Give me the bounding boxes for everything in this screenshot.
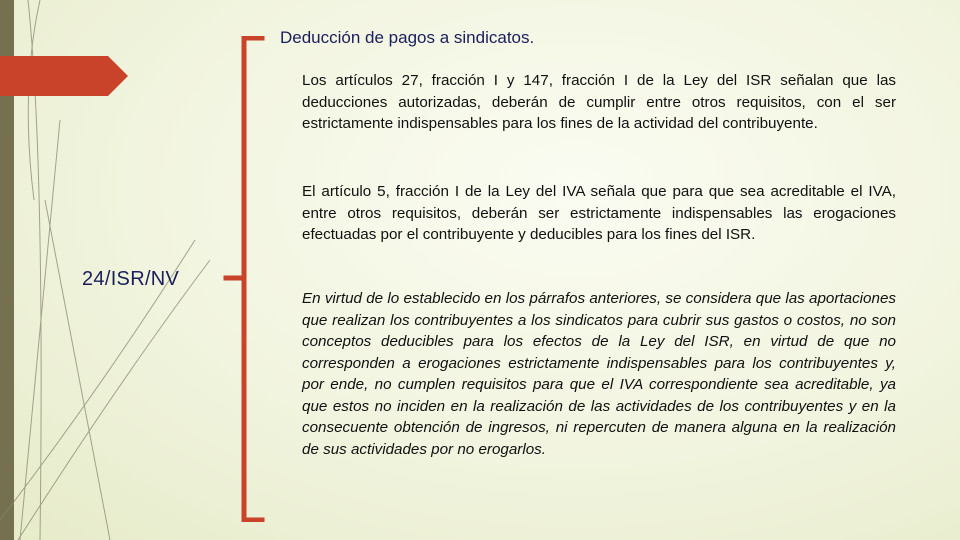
red-arrow-tab <box>0 56 130 96</box>
reference-code: 24/ISR/NV <box>82 268 180 290</box>
paragraph-conclusion: En virtud de lo establecido en los párrafos anteriores, se considera que las aportaciones que realizan los contribuyentes a los sindicatos para cubrir sus gastos o costos, no son conceptos deducibles para los efectos de la Ley del ISR, en virtud de que no corresponden a erogaciones estrictamente indispensables para los contribuyentes y, por ende, no cumplen requisitos para que el IVA correspondiente sea acreditable, ya que estos no inciden en la realización de las actividades de los contribuyentes y en la consecuente obtención de ingresos, ni repercuten de manera alguna en la realización de sus actividades por no erogarlos. <box>302 290 896 458</box>
left-bracket <box>222 36 282 522</box>
slide-title: Deducción de pagos a sindicatos. <box>280 28 535 47</box>
paragraph-isr: Los artículos 27, fracción I y 147, fracción I de la Ley del ISR señalan que las deducciones autorizadas, deberán de cumplir entre otros requisitos, con el ser estrictamente indispensables para los fines de la actividad del contribuyente. <box>302 72 896 132</box>
paragraph-iva: El artículo 5, fracción I de la Ley del IVA señala que para que sea acreditable el IVA, entre otros requisitos, deberán ser estrictamente indispensables las erogaciones efectuadas por el contribuyente y deducibles para los fines del ISR. <box>302 183 896 243</box>
